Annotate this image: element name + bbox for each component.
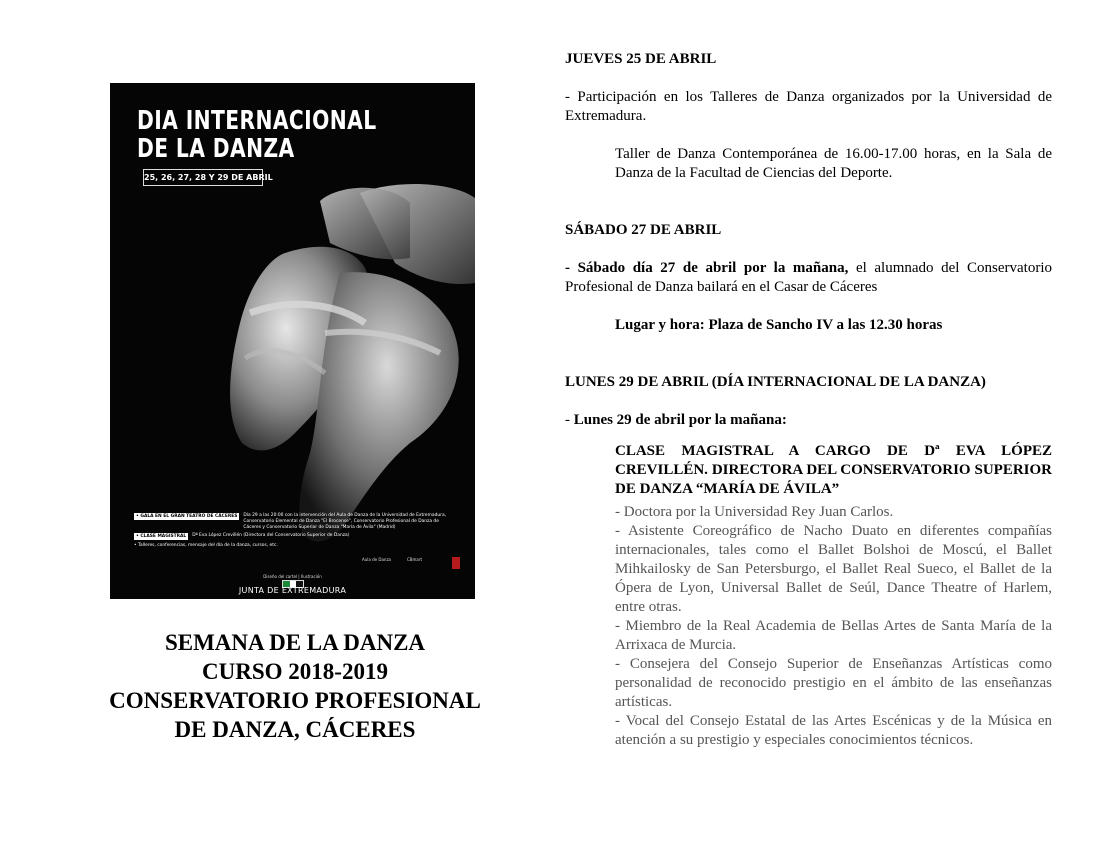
bio-item: - Consejera del Consejo Superior de Enseñanzas Artísticas como personalidad de reconocido prestigio en el ámbito de las enseñanzas artísticas.: [615, 656, 1052, 710]
sabado-paragraph: [565, 259, 1052, 297]
bio-item: - Asistente Coreográfico de Nacho Duato en diferentes compañías internacionales, tales como el Ballet Bolshoi de Moscú, el Ballet Mihkailosky de San Petersburgo, el Ballet Real Sueco, el Ballet de la Ópera de Lyon, Universal Ballet de Seúl, Dance Theatre of Harlem, entre otras.: [615, 523, 1052, 615]
info-text: Dª Eva López Crevillén (Directora del Conservatorio Superior de Danza): [192, 533, 350, 538]
poster-title-line-2: DE LA DANZA: [137, 134, 295, 164]
info-text: Día 29 a las 20:00 con la intervención del Aula de Danza de la Universidad de Extremadura, Conservatorio Elemental de Danza "El Brocense", Conservatorio Profesional de Danza de Cáceres y Conservatorio Superior de Danza "María de Ávila" (Madrid): [243, 513, 447, 530]
bio-list: [615, 503, 1052, 750]
junta-extremadura-logo: JUNTA DE EXTREMADURA: [238, 586, 347, 595]
clase-magistral-title: CLASE MAGISTRAL A CARGO DE Dª EVA LÓPEZ CREVILLÉN. DIRECTORA DEL CONSERVATORIO SUPERIOR DE DANZA “MARÍA DE ÁVILA”: [615, 443, 1052, 497]
day-heading-sabado: SÁBADO 27 DE ABRIL: [565, 222, 722, 238]
poster-credits: Diseño del cartel | Ilustración: [263, 574, 322, 579]
poster-title-line-1: DIA INTERNACIONAL: [137, 106, 377, 136]
jueves-paragraph: - Participación en los Talleres de Danza organizados por la Universidad de Extremadura.: [565, 89, 1052, 124]
bio-item: - Doctora por la Universidad Rey Juan Carlos.: [615, 504, 894, 520]
sabado-bold: - Sábado día 27 de abril por la mañana,: [565, 260, 849, 276]
bio-item: - Vocal del Consejo Estatal de las Artes Escénicas y de la Música en atención a su prestigio y especiales conocimientos técnicos.: [615, 713, 1052, 748]
lunes-bold: Lunes 29 de abril por la mañana:: [573, 412, 787, 428]
cbmart-logo: CBmart: [407, 557, 423, 562]
aula-danza-logo: Aula de Danza: [362, 557, 391, 562]
poster-info-clase: [134, 533, 454, 540]
jueves-taller: Taller de Danza Contemporánea de 16.00-17.00 horas, en la Sala de Danza de la Facultad de Ciencias del Deporte.: [615, 146, 1052, 181]
poster-info-gala: [134, 513, 454, 531]
bio-item: - Miembro de la Real Academia de Bellas Artes de Santa María de la Arrixaca de Murcia.: [615, 618, 1052, 653]
day-heading-jueves: JUEVES 25 DE ABRIL: [565, 51, 717, 67]
conservatorio-logo: [452, 557, 460, 569]
poster-title: [137, 107, 377, 163]
heading-line-4: DE DANZA, CÁCERES: [174, 717, 416, 742]
poster-info: [134, 513, 454, 549]
day-heading-lunes: LUNES 29 DE ABRIL (DÍA INTERNACIONAL DE LA DANZA): [565, 374, 986, 390]
schedule-column: [565, 50, 1052, 750]
info-tag: • GALA EN EL GRAN TEATRO DE CÁCERES: [136, 514, 238, 519]
event-poster: [110, 83, 475, 599]
poster-extra: • Talleres, conferencias, mensaje del día de la danza, cursos, etc.: [134, 543, 278, 548]
lunes-prefix: -: [565, 412, 574, 428]
heading-line-1: SEMANA DE LA DANZA: [164, 630, 426, 655]
lunes-paragraph: [565, 411, 1052, 430]
poster-logos: [362, 557, 462, 571]
sabado-rest: el alumnado del Conservatorio Profesional de Danza bailará en el Casar de Cáceres: [565, 260, 1052, 295]
poster-dates: 25, 26, 27, 28 Y 29 DE ABRIL: [143, 169, 263, 186]
event-heading: [80, 628, 510, 744]
sabado-lugar: Lugar y hora: Plaza de Sancho IV a las 12.30 horas: [615, 317, 943, 333]
heading-line-2: CURSO 2018-2019: [202, 659, 388, 684]
info-tag: • CLASE MAGISTRAL: [136, 534, 187, 539]
heading-line-3: CONSERVATORIO PROFESIONAL: [109, 688, 481, 713]
